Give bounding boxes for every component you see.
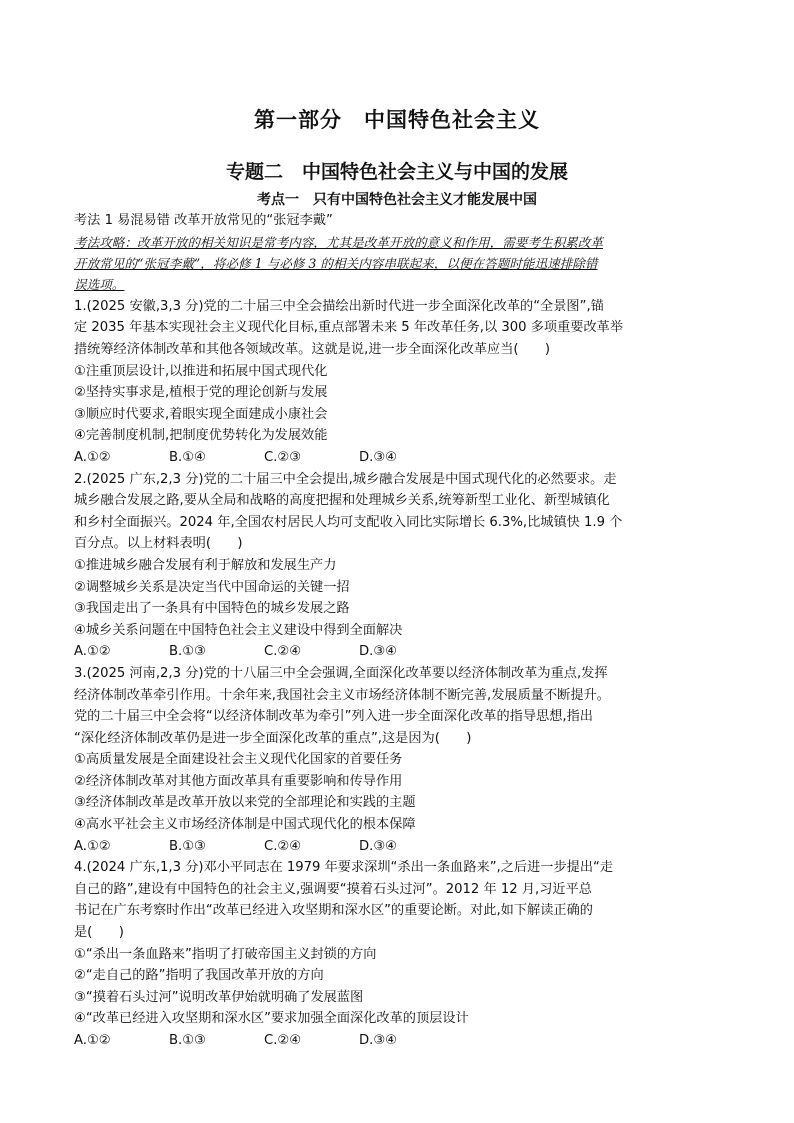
statement: ②调整城乡关系是决定当代中国命运的关键一招 (74, 579, 350, 595)
option-a[interactable]: A.①② (74, 838, 111, 854)
option-d[interactable]: D.③④ (359, 838, 397, 854)
statement: ②“走自己的路”指明了我国改革开放的方向 (74, 968, 324, 984)
statement: ①高质量发展是全面建设社会主义现代化国家的首要任务 (74, 752, 403, 768)
option-d[interactable]: D.③④ (359, 644, 397, 660)
question-text-line: 措统筹经济体制改革和其他各领域改革。这就是说,进一步全面深化改革应当( ) (74, 342, 551, 357)
statement: ②坚持实事求是,植根于党的理论创新与发展 (74, 385, 328, 401)
statement: ④城乡关系问题在中国特色社会主义建设中得到全面解决 (74, 622, 403, 638)
statement: ③我国走出了一条具有中国特色的城乡发展之路 (74, 601, 350, 617)
question-text-line: 城乡融合发展之路,要从全局和战略的高度把握和处理城乡关系,统筹新型工业化、新型城镇化 (74, 493, 610, 509)
point-title: 考点一 只有中国特色社会主义才能发展中国 (257, 192, 537, 208)
option-c[interactable]: C.②③ (264, 449, 302, 465)
option-d[interactable]: D.③④ (359, 449, 397, 465)
statement: ③顺应时代要求,着眼实现全面建成小康社会 (74, 406, 328, 422)
part-title: 第一部分 中国特色社会主义 (254, 108, 540, 132)
question-text-line: 3.(2025 河南,2,3 分)党的十八届三中全会强调,全面深化改革要以经济体制改革为重点,发挥 (74, 665, 608, 681)
option-c[interactable]: C.②④ (264, 644, 302, 660)
strategy-line: 考法攻略：改革开放的相关知识是常考内容，尤其是改革开放的意义和作用，需要考生积累改革 (74, 234, 603, 250)
question-text-line: 定 2035 年基本实现社会主义现代化目标,重点部署未来 5 年改革任务,以 300 多项重要改革举 (74, 320, 624, 336)
option-c[interactable]: C.②④ (264, 838, 302, 854)
strategy-box (74, 232, 724, 296)
method-heading: 考法 1 易混易错 改革开放常见的“张冠李戴” (74, 213, 333, 228)
statement: ③“摸着石头过河”说明改革伊始就明确了发展蓝图 (74, 989, 364, 1005)
question-text-line: “深化经济体制改革仍是进一步全面深化改革的重点”,这是因为( ) (74, 730, 472, 746)
option-b[interactable]: B.①③ (169, 1033, 206, 1048)
topic-title: 专题二 中国特色社会主义与中国的发展 (225, 161, 568, 183)
statement: ②经济体制改革对其他方面改革具有重要影响和传导作用 (74, 773, 403, 789)
question-text-line: 和乡村全面振兴。2024 年,全国农村居民人均可支配收入同比实际增长 6.3%,比城镇快 1.9 个 (74, 514, 623, 530)
question-text-line: 2.(2025 广东,2,3 分)党的二十届三中全会提出,城乡融合发展是中国式现代化的必然要求。走 (74, 471, 617, 487)
option-c[interactable]: C.②④ (264, 1033, 302, 1048)
question-1 (74, 296, 724, 469)
statement: ④高水平社会主义市场经济体制是中国式现代化的根本保障 (74, 817, 416, 833)
option-a[interactable]: A.①② (74, 644, 111, 660)
option-a[interactable]: A.①② (74, 1033, 111, 1048)
question-text-line: 党的二十届三中全会将“以经济体制改革为牵引”列入进一步全面深化改革的指导思想,指出 (74, 709, 593, 725)
question-text-line: 经济体制改革牵引作用。十余年来,我国社会主义市场经济体制不断完善,发展质量不断提升。 (74, 687, 610, 703)
question-text-line: 百分点。以上材料表明( ) (74, 536, 243, 552)
question-text-line: 自己的路”,建设有中国特色的社会主义,强调要“摸着石头过河”。2012 年 12 月,习近平总 (74, 881, 592, 897)
strategy-line: 误选项。 (74, 277, 125, 293)
option-b[interactable]: B.①④ (169, 449, 206, 465)
strategy-line: 开放常见的“张冠李戴”，将必修 1 与必修 3 的相关内容串联起来，以便在答题时能迅速排除错 (74, 256, 598, 271)
statement: ①推进城乡融合发展有利于解放和发展生产力 (74, 557, 337, 573)
answer-options (74, 836, 724, 858)
answer-options (74, 1030, 724, 1052)
statement: ③经济体制改革是改革开放以来党的全部理论和实践的主题 (74, 795, 416, 811)
statement: ①“杀出一条血路来”指明了打破帝国主义封锁的方向 (74, 946, 377, 962)
statement: ④完善制度机制,把制度优势转化为发展效能 (74, 428, 328, 444)
option-b[interactable]: B.①③ (169, 838, 206, 854)
content-body (74, 210, 724, 1052)
question-text-line: 4.(2024 广东,1,3 分)邓小平同志在 1979 年要求深圳“杀出一条血路来”,之后进一步提出“走 (74, 860, 614, 876)
option-d[interactable]: D.③④ (359, 1033, 397, 1048)
question-2 (74, 469, 724, 663)
question-4 (74, 857, 724, 1051)
question-3 (74, 663, 724, 857)
option-a[interactable]: A.①② (74, 449, 111, 465)
answer-options (74, 641, 724, 663)
question-text-line: 是( ) (74, 925, 124, 941)
statement: ④“改革已经进入攻坚期和深水区”要求加强全面深化改革的顶层设计 (74, 1011, 469, 1027)
question-text-line: 书记在广东考察时作出“改革已经进入攻坚期和深水区”的重要论断。对此,如下解读正确的 (74, 903, 593, 919)
answer-options (74, 447, 724, 469)
option-b[interactable]: B.①③ (169, 644, 206, 660)
question-text-line: 1.(2025 安徽,3,3 分)党的二十届三中全会描绘出新时代进一步全面深化改革的“全景图”,锚 (74, 298, 604, 314)
statement: ①注重顶层设计,以推进和拓展中国式现代化 (74, 363, 328, 379)
